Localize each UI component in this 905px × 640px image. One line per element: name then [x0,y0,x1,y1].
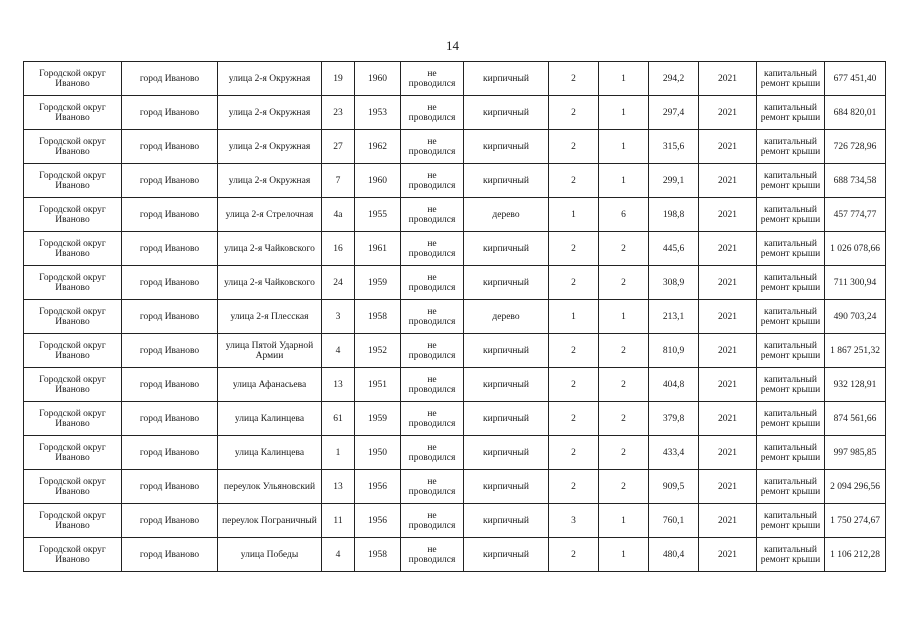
entrances-cell: 1 [599,504,649,538]
table-row [24,62,886,96]
table-row [24,130,886,164]
area-cell: 379,8 [649,402,699,436]
municipality-cell: Городской округ Иваново [24,96,122,130]
area-cell: 445,6 [649,232,699,266]
entrances-cell: 2 [599,436,649,470]
area-cell: 810,9 [649,334,699,368]
table-row [24,436,886,470]
year-built-cell: 1960 [355,62,401,96]
street-cell: улица 2-я Окружная [218,96,322,130]
wall-material-cell: кирпичный [464,232,549,266]
work-type-cell: капитальный ремонт крыши [757,62,825,96]
municipality-cell: Городской округ Иваново [24,198,122,232]
year-built-cell: 1953 [355,96,401,130]
floors-cell: 2 [549,368,599,402]
area-cell: 760,1 [649,504,699,538]
cost-cell: 1 750 274,67 [825,504,886,538]
cost-cell: 726 728,96 [825,130,886,164]
last-repair-cell: не проводился [401,436,464,470]
table-row [24,96,886,130]
plan-year-cell: 2021 [699,334,757,368]
wall-material-cell: кирпичный [464,402,549,436]
entrances-cell: 2 [599,402,649,436]
settlement-cell: город Иваново [122,198,218,232]
year-built-cell: 1958 [355,538,401,572]
last-repair-cell: не проводился [401,470,464,504]
housing-registry-table [23,61,886,572]
municipality-cell: Городской округ Иваново [24,470,122,504]
cost-cell: 490 703,24 [825,300,886,334]
street-cell: улица 2-я Окружная [218,164,322,198]
entrances-cell: 1 [599,164,649,198]
plan-year-cell: 2021 [699,130,757,164]
house-number-cell: 4 [322,538,355,572]
wall-material-cell: кирпичный [464,504,549,538]
house-number-cell: 4а [322,198,355,232]
year-built-cell: 1959 [355,266,401,300]
cost-cell: 1 106 212,28 [825,538,886,572]
last-repair-cell: не проводился [401,130,464,164]
last-repair-cell: не проводился [401,538,464,572]
plan-year-cell: 2021 [699,538,757,572]
municipality-cell: Городской округ Иваново [24,436,122,470]
street-cell: улица Афанасьева [218,368,322,402]
work-type-cell: капитальный ремонт крыши [757,266,825,300]
street-cell: улица Победы [218,538,322,572]
area-cell: 299,1 [649,164,699,198]
table-body [24,62,886,572]
cost-cell: 457 774,77 [825,198,886,232]
table-row [24,538,886,572]
street-cell: переулок Пограничный [218,504,322,538]
cost-cell: 688 734,58 [825,164,886,198]
house-number-cell: 4 [322,334,355,368]
wall-material-cell: кирпичный [464,164,549,198]
municipality-cell: Городской округ Иваново [24,504,122,538]
entrances-cell: 1 [599,130,649,164]
floors-cell: 2 [549,130,599,164]
settlement-cell: город Иваново [122,266,218,300]
wall-material-cell: кирпичный [464,62,549,96]
entrances-cell: 2 [599,368,649,402]
entrances-cell: 2 [599,232,649,266]
plan-year-cell: 2021 [699,470,757,504]
house-number-cell: 27 [322,130,355,164]
year-built-cell: 1962 [355,130,401,164]
settlement-cell: город Иваново [122,130,218,164]
floors-cell: 1 [549,300,599,334]
work-type-cell: капитальный ремонт крыши [757,300,825,334]
plan-year-cell: 2021 [699,402,757,436]
settlement-cell: город Иваново [122,164,218,198]
table-row [24,402,886,436]
area-cell: 308,9 [649,266,699,300]
settlement-cell: город Иваново [122,402,218,436]
year-built-cell: 1952 [355,334,401,368]
house-number-cell: 13 [322,470,355,504]
area-cell: 909,5 [649,470,699,504]
floors-cell: 2 [549,266,599,300]
house-number-cell: 61 [322,402,355,436]
settlement-cell: город Иваново [122,368,218,402]
work-type-cell: капитальный ремонт крыши [757,436,825,470]
year-built-cell: 1958 [355,300,401,334]
plan-year-cell: 2021 [699,504,757,538]
settlement-cell: город Иваново [122,504,218,538]
settlement-cell: город Иваново [122,436,218,470]
house-number-cell: 3 [322,300,355,334]
street-cell: улица 2-я Окружная [218,62,322,96]
work-type-cell: капитальный ремонт крыши [757,538,825,572]
wall-material-cell: кирпичный [464,266,549,300]
area-cell: 294,2 [649,62,699,96]
work-type-cell: капитальный ремонт крыши [757,470,825,504]
floors-cell: 3 [549,504,599,538]
floors-cell: 2 [549,164,599,198]
municipality-cell: Городской округ Иваново [24,62,122,96]
plan-year-cell: 2021 [699,368,757,402]
plan-year-cell: 2021 [699,164,757,198]
wall-material-cell: кирпичный [464,470,549,504]
house-number-cell: 19 [322,62,355,96]
municipality-cell: Городской округ Иваново [24,334,122,368]
plan-year-cell: 2021 [699,232,757,266]
entrances-cell: 1 [599,538,649,572]
year-built-cell: 1956 [355,470,401,504]
page-number: 14 [446,38,459,53]
table-row [24,198,886,232]
floors-cell: 2 [549,538,599,572]
cost-cell: 1 026 078,66 [825,232,886,266]
house-number-cell: 1 [322,436,355,470]
settlement-cell: город Иваново [122,334,218,368]
house-number-cell: 23 [322,96,355,130]
wall-material-cell: кирпичный [464,368,549,402]
entrances-cell: 2 [599,334,649,368]
table-row [24,300,886,334]
year-built-cell: 1960 [355,164,401,198]
street-cell: улица 2-я Плесская [218,300,322,334]
plan-year-cell: 2021 [699,266,757,300]
area-cell: 404,8 [649,368,699,402]
settlement-cell: город Иваново [122,538,218,572]
last-repair-cell: не проводился [401,96,464,130]
house-number-cell: 11 [322,504,355,538]
wall-material-cell: дерево [464,300,549,334]
settlement-cell: город Иваново [122,470,218,504]
year-built-cell: 1959 [355,402,401,436]
floors-cell: 2 [549,232,599,266]
year-built-cell: 1961 [355,232,401,266]
cost-cell: 2 094 296,56 [825,470,886,504]
street-cell: улица 2-я Чайковского [218,266,322,300]
work-type-cell: капитальный ремонт крыши [757,130,825,164]
cost-cell: 677 451,40 [825,62,886,96]
street-cell: переулок Ульяновский [218,470,322,504]
plan-year-cell: 2021 [699,436,757,470]
floors-cell: 2 [549,436,599,470]
street-cell: улица Калинцева [218,436,322,470]
table-row [24,266,886,300]
plan-year-cell: 2021 [699,62,757,96]
cost-cell: 997 985,85 [825,436,886,470]
street-cell: улица Калинцева [218,402,322,436]
cost-cell: 684 820,01 [825,96,886,130]
wall-material-cell: дерево [464,198,549,232]
work-type-cell: капитальный ремонт крыши [757,198,825,232]
wall-material-cell: кирпичный [464,130,549,164]
municipality-cell: Городской округ Иваново [24,368,122,402]
area-cell: 433,4 [649,436,699,470]
entrances-cell: 1 [599,62,649,96]
year-built-cell: 1951 [355,368,401,402]
last-repair-cell: не проводился [401,300,464,334]
municipality-cell: Городской округ Иваново [24,300,122,334]
work-type-cell: капитальный ремонт крыши [757,334,825,368]
year-built-cell: 1956 [355,504,401,538]
wall-material-cell: кирпичный [464,436,549,470]
area-cell: 315,6 [649,130,699,164]
settlement-cell: город Иваново [122,96,218,130]
last-repair-cell: не проводился [401,402,464,436]
entrances-cell: 1 [599,96,649,130]
cost-cell: 932 128,91 [825,368,886,402]
work-type-cell: капитальный ремонт крыши [757,402,825,436]
street-cell: улица 2-я Окружная [218,130,322,164]
table-row [24,164,886,198]
table-row [24,232,886,266]
street-cell: улица 2-я Чайковского [218,232,322,266]
wall-material-cell: кирпичный [464,538,549,572]
year-built-cell: 1955 [355,198,401,232]
street-cell: улица 2-я Стрелочная [218,198,322,232]
floors-cell: 2 [549,96,599,130]
table-row [24,470,886,504]
last-repair-cell: не проводился [401,266,464,300]
wall-material-cell: кирпичный [464,96,549,130]
area-cell: 198,8 [649,198,699,232]
plan-year-cell: 2021 [699,96,757,130]
floors-cell: 2 [549,62,599,96]
settlement-cell: город Иваново [122,300,218,334]
municipality-cell: Городской округ Иваново [24,232,122,266]
year-built-cell: 1950 [355,436,401,470]
floors-cell: 2 [549,334,599,368]
entrances-cell: 2 [599,266,649,300]
house-number-cell: 24 [322,266,355,300]
entrances-cell: 6 [599,198,649,232]
house-number-cell: 7 [322,164,355,198]
table-row [24,368,886,402]
last-repair-cell: не проводился [401,164,464,198]
house-number-cell: 13 [322,368,355,402]
work-type-cell: капитальный ремонт крыши [757,232,825,266]
table-row [24,334,886,368]
last-repair-cell: не проводился [401,62,464,96]
municipality-cell: Городской округ Иваново [24,266,122,300]
house-number-cell: 16 [322,232,355,266]
last-repair-cell: не проводился [401,198,464,232]
area-cell: 297,4 [649,96,699,130]
entrances-cell: 1 [599,300,649,334]
municipality-cell: Городской округ Иваново [24,402,122,436]
last-repair-cell: не проводился [401,232,464,266]
work-type-cell: капитальный ремонт крыши [757,96,825,130]
cost-cell: 711 300,94 [825,266,886,300]
street-cell: улица Пятой Ударной Армии [218,334,322,368]
work-type-cell: капитальный ремонт крыши [757,504,825,538]
work-type-cell: капитальный ремонт крыши [757,164,825,198]
settlement-cell: город Иваново [122,62,218,96]
last-repair-cell: не проводился [401,504,464,538]
table-row [24,504,886,538]
municipality-cell: Городской округ Иваново [24,130,122,164]
floors-cell: 1 [549,198,599,232]
last-repair-cell: не проводился [401,368,464,402]
cost-cell: 874 561,66 [825,402,886,436]
wall-material-cell: кирпичный [464,334,549,368]
area-cell: 480,4 [649,538,699,572]
plan-year-cell: 2021 [699,198,757,232]
work-type-cell: капитальный ремонт крыши [757,368,825,402]
municipality-cell: Городской округ Иваново [24,538,122,572]
last-repair-cell: не проводился [401,334,464,368]
cost-cell: 1 867 251,32 [825,334,886,368]
floors-cell: 2 [549,470,599,504]
area-cell: 213,1 [649,300,699,334]
municipality-cell: Городской округ Иваново [24,164,122,198]
plan-year-cell: 2021 [699,300,757,334]
settlement-cell: город Иваново [122,232,218,266]
floors-cell: 2 [549,402,599,436]
entrances-cell: 2 [599,470,649,504]
